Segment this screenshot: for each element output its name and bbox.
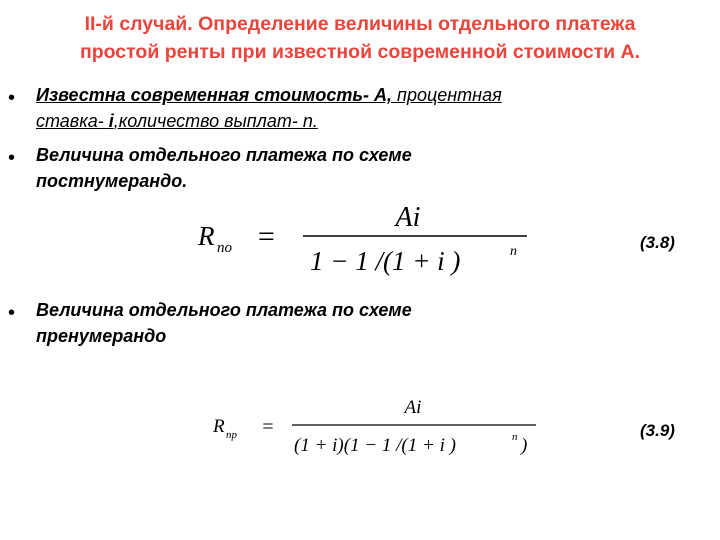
rate-symbol: i	[108, 111, 114, 131]
formula-lhs: R	[213, 416, 225, 437]
bullet-marker: •	[8, 147, 16, 169]
formula-denominator: 1 − 1 /(1 + i )	[310, 246, 461, 276]
bullet-text-line: пренумерандо	[36, 326, 167, 346]
formula-exponent: n	[510, 244, 517, 259]
title-line-2: простой ренты при известной современной стоимости А.	[79, 41, 641, 63]
bullet-text-line: постнумерандо.	[36, 171, 188, 191]
formula-lhs: R	[198, 221, 215, 251]
formula-lhs-subscript: пр	[226, 429, 237, 441]
bullet-known-values	[36, 82, 502, 134]
known-value-label: Известна современная стоимость- А,	[36, 85, 393, 105]
bullet-text-line: Величина отдельного платежа по схеме	[36, 145, 412, 165]
formula-exponent: n	[512, 431, 518, 443]
title-line-1: II-й случай. Определение величины отдельного платежа	[84, 13, 636, 35]
bullet-text-line: Величина отдельного платежа по схеме	[36, 300, 412, 320]
payments-count-label: ,количество выплат- n.	[113, 111, 318, 131]
formula-lhs-subscript: по	[217, 240, 232, 256]
formula-number: (3.9)	[640, 421, 675, 440]
formula-equals: =	[261, 416, 275, 438]
formula-number: (3.8)	[640, 233, 675, 252]
formula-prenumerando	[210, 390, 550, 460]
slide-title	[0, 10, 720, 66]
bullet-postnumerando	[36, 142, 412, 194]
formula-denominator: (1 + i)(1 − 1 /(1 + i )	[294, 435, 456, 456]
formula-equals: =	[256, 220, 277, 253]
formula-close-paren: )	[521, 435, 528, 456]
bullet-marker: •	[8, 87, 16, 109]
formula-postnumerando	[190, 192, 540, 282]
bullet-prenumerando	[36, 297, 412, 349]
formula-numerator: Ai	[404, 397, 422, 418]
rate-label: процентная	[392, 85, 502, 105]
bullet-marker: •	[8, 302, 16, 324]
rate-label-cont: ставка-	[36, 111, 109, 131]
formula-numerator: Ai	[395, 202, 421, 233]
